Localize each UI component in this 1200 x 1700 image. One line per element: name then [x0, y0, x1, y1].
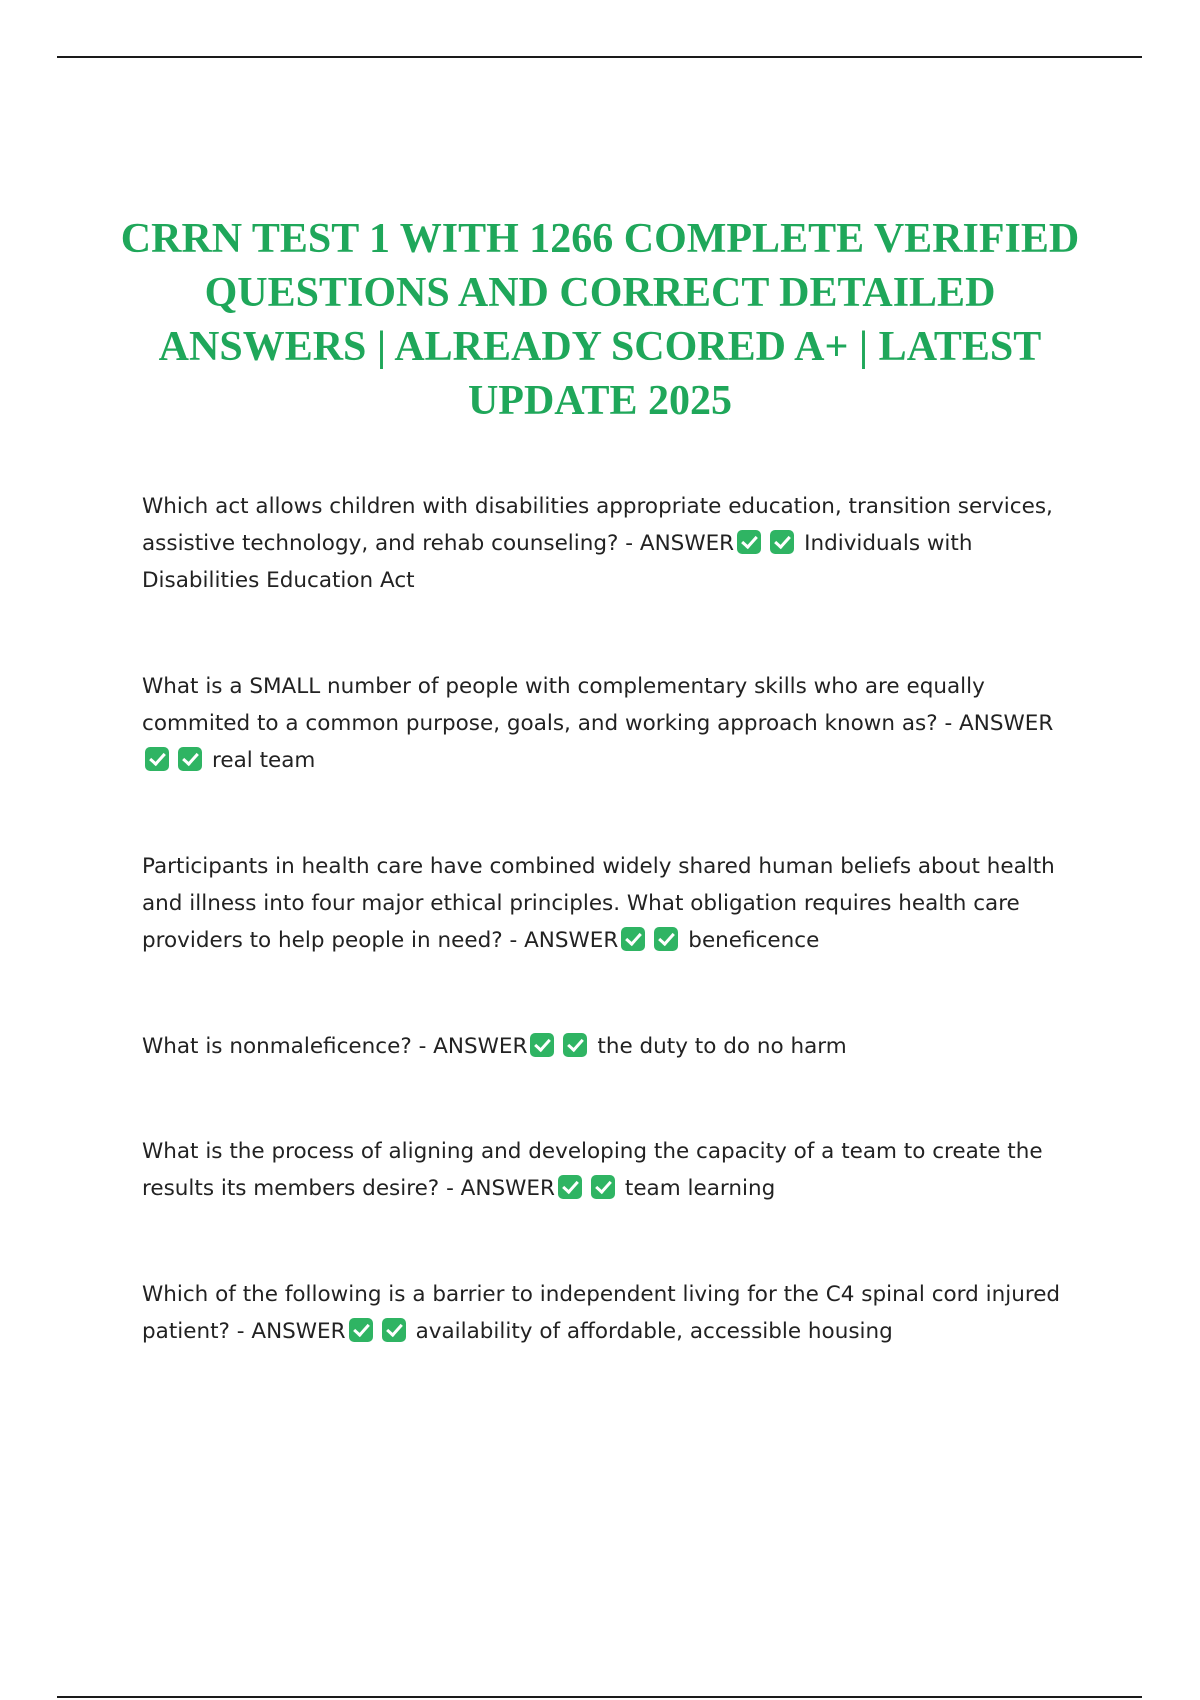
answer-label: - ANSWER: [625, 531, 735, 556]
check-mark-icon: [770, 530, 794, 554]
check-mark-icon: [145, 747, 169, 771]
qa-item: [142, 1276, 1062, 1350]
question-text: What is a SMALL number of people with complementary skills who are equally commited to a common purpose, goals, and working approach known as?: [142, 674, 985, 736]
answer-label: - ANSWER: [509, 928, 619, 953]
answer-label: - ANSWER: [236, 1319, 346, 1344]
document-title: CRRN TEST 1 WITH 1266 COMPLETE VERIFIED QUESTIONS AND CORRECT DETAILED ANSWERS | ALREADY SCORED A+ | LATEST UPDATE 2025: [120, 216, 1080, 424]
answer-text: beneficence: [688, 928, 820, 953]
check-mark-icon: [530, 1033, 554, 1057]
check-mark-icon: [737, 530, 761, 554]
check-mark-icon: [382, 1318, 406, 1342]
answer-text: team learning: [624, 1176, 776, 1201]
top-rule: [57, 56, 1142, 58]
question-text: Participants in health care have combined widely shared human beliefs about health and illness into four major ethical principles. What obligation requires health care providers to help people in need?: [142, 854, 1055, 953]
answer-label: - ANSWER: [944, 711, 1054, 736]
qa-item: [142, 1028, 1062, 1065]
check-mark-icon: [591, 1175, 615, 1199]
check-mark-icon: [349, 1318, 373, 1342]
answer-label: - ANSWER: [418, 1034, 528, 1059]
check-mark-icon: [563, 1033, 587, 1057]
answer-text: real team: [212, 748, 316, 773]
check-mark-icon: [558, 1175, 582, 1199]
answer-label: - ANSWER: [446, 1176, 555, 1201]
check-mark-icon: [178, 747, 202, 771]
answer-text: Individuals with Disabilities Education Act: [142, 531, 973, 593]
question-text: What is nonmaleficence?: [142, 1034, 412, 1059]
qa-item: [142, 1133, 1062, 1207]
question-text: Which of the following is a barrier to independent living for the C4 spinal cord injured patient?: [142, 1282, 1061, 1344]
check-mark-icon: [621, 927, 645, 951]
qa-item: [142, 848, 1062, 959]
bottom-rule: [57, 1696, 1142, 1698]
qa-item: [142, 488, 1062, 599]
question-text: What is the process of aligning and developing the capacity of a team to create the results its members desire?: [142, 1139, 1043, 1201]
check-mark-icon: [654, 927, 678, 951]
answer-text: the duty to do no harm: [597, 1034, 847, 1059]
question-text: Which act allows children with disabilities appropriate education, transition services, assistive technology, and rehab counseling?: [142, 494, 1053, 556]
qa-item: [142, 668, 1062, 779]
answer-text: availability of affordable, accessible housing: [415, 1319, 893, 1344]
